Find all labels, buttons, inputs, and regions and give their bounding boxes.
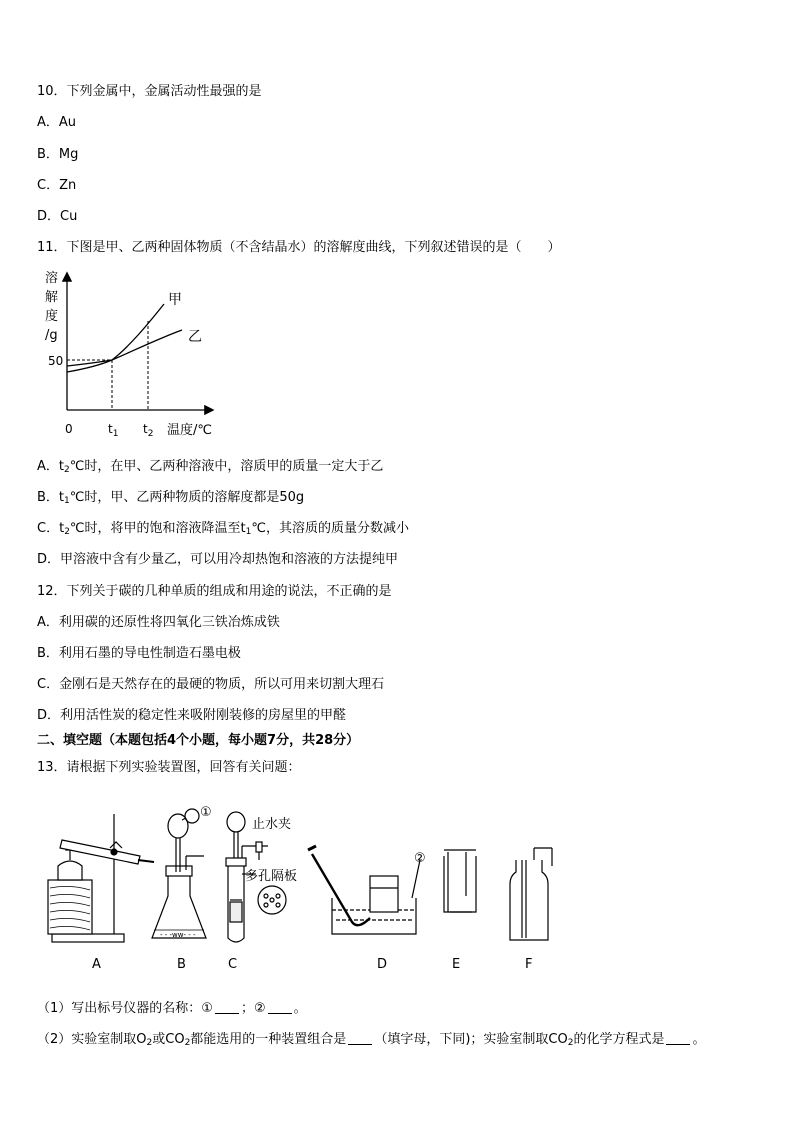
q10-option-a: A．Au [37, 115, 77, 130]
label-f: F [525, 957, 533, 972]
curve-yi-label: 乙 [188, 329, 202, 345]
apparatus-f [510, 848, 552, 940]
marker-2: ② [414, 851, 426, 866]
y-tick-50: 50 [48, 354, 64, 368]
x-tick-t2: $t_2$ [143, 422, 154, 439]
clamp-label: 止水夹 [252, 817, 292, 832]
q13-sub1: （1）写出标号仪器的名称：① ；② 。 [37, 1001, 307, 1016]
q12-option-a: A．利用碳的还原性将四氧化三铁冶炼成铁 [37, 615, 280, 630]
apparatus-b [152, 805, 212, 939]
q12-option-b: B．利用石墨的导电性制造石墨电极 [37, 646, 241, 661]
apparatus-a [48, 814, 154, 942]
q11-option-d: D．甲溶液中含有少量乙，可以用冷却热饱和溶液的方法提纯甲 [37, 552, 399, 567]
blank-2[interactable] [268, 1001, 292, 1014]
q13-sub2: （2）实验室制取$O_2$或$CO_2$都能选用的一种装置组合是 （填字母，下同)；实验室制取$CO_2$的化学方程式是 。 [37, 1032, 706, 1048]
solubility-graph [30, 266, 230, 442]
q13-stem: 13．请根据下列实验装置图，回答有关问题： [37, 760, 301, 775]
marker-1: ① [200, 805, 212, 820]
q12-stem: 12．下列关于碳的几种单质的组成和用途的说法，不正确的是 [37, 584, 392, 599]
apparatus-diagram [40, 800, 570, 980]
plate-label: 多孔隔板 [245, 869, 298, 884]
label-c: C [228, 957, 238, 972]
section-title: 二、填空题（本题包括4个小题，每小题7分，共28分） [37, 733, 360, 748]
q11-option-a: A．$t_2℃$时，在甲、乙两种溶液中，溶质甲的质量一定大于乙 [37, 459, 384, 475]
y-label-2: 解 [45, 290, 59, 305]
y-label-1: 溶 [45, 271, 59, 286]
curve-jia [67, 304, 164, 372]
blank-4[interactable] [666, 1032, 690, 1045]
label-b: B [177, 957, 186, 972]
q10-stem: 10．下列金属中，金属活动性最强的是 [37, 84, 262, 99]
origin-label: 0 [65, 422, 73, 436]
label-a: A [92, 957, 101, 972]
y-label-3: 度 [45, 309, 59, 324]
apparatus-c [226, 812, 297, 942]
apparatus-d [308, 846, 426, 934]
q10-option-c: C．Zn [37, 178, 77, 193]
svg-text:- - -ww- - -: - - -ww- - - [160, 931, 196, 939]
q11-stem: 11．下图是甲、乙两种固体物质（不含结晶水）的溶解度曲线，下列叙述错误的是（ ） [37, 240, 561, 255]
curve-jia-label: 甲 [168, 292, 182, 308]
apparatus-e [444, 850, 476, 912]
q10-option-b: B．Mg [37, 147, 79, 162]
curve-yi [67, 330, 182, 366]
q11-option-c: C．$t_2℃$时，将甲的饱和溶液降温至$t_1℃$，其溶质的质量分数减小 [37, 521, 409, 537]
q10-option-d: D．Cu [37, 209, 78, 224]
y-label-4: /g [45, 328, 58, 343]
blank-1[interactable] [215, 1001, 239, 1014]
label-e: E [452, 957, 461, 972]
q12-option-d: D．利用活性炭的稳定性来吸附刚装修的房屋里的甲醛 [37, 708, 347, 723]
label-d: D [377, 957, 388, 972]
x-tick-t1: $t_1$ [108, 422, 119, 439]
blank-3[interactable] [348, 1032, 372, 1045]
x-label: 温度/℃ [167, 423, 212, 438]
q12-option-c: C．金刚石是天然存在的最硬的物质，所以可用来切割大理石 [37, 677, 385, 692]
q11-option-b: B．$t_1℃$时，甲、乙两种物质的溶解度都是50g [37, 490, 305, 506]
